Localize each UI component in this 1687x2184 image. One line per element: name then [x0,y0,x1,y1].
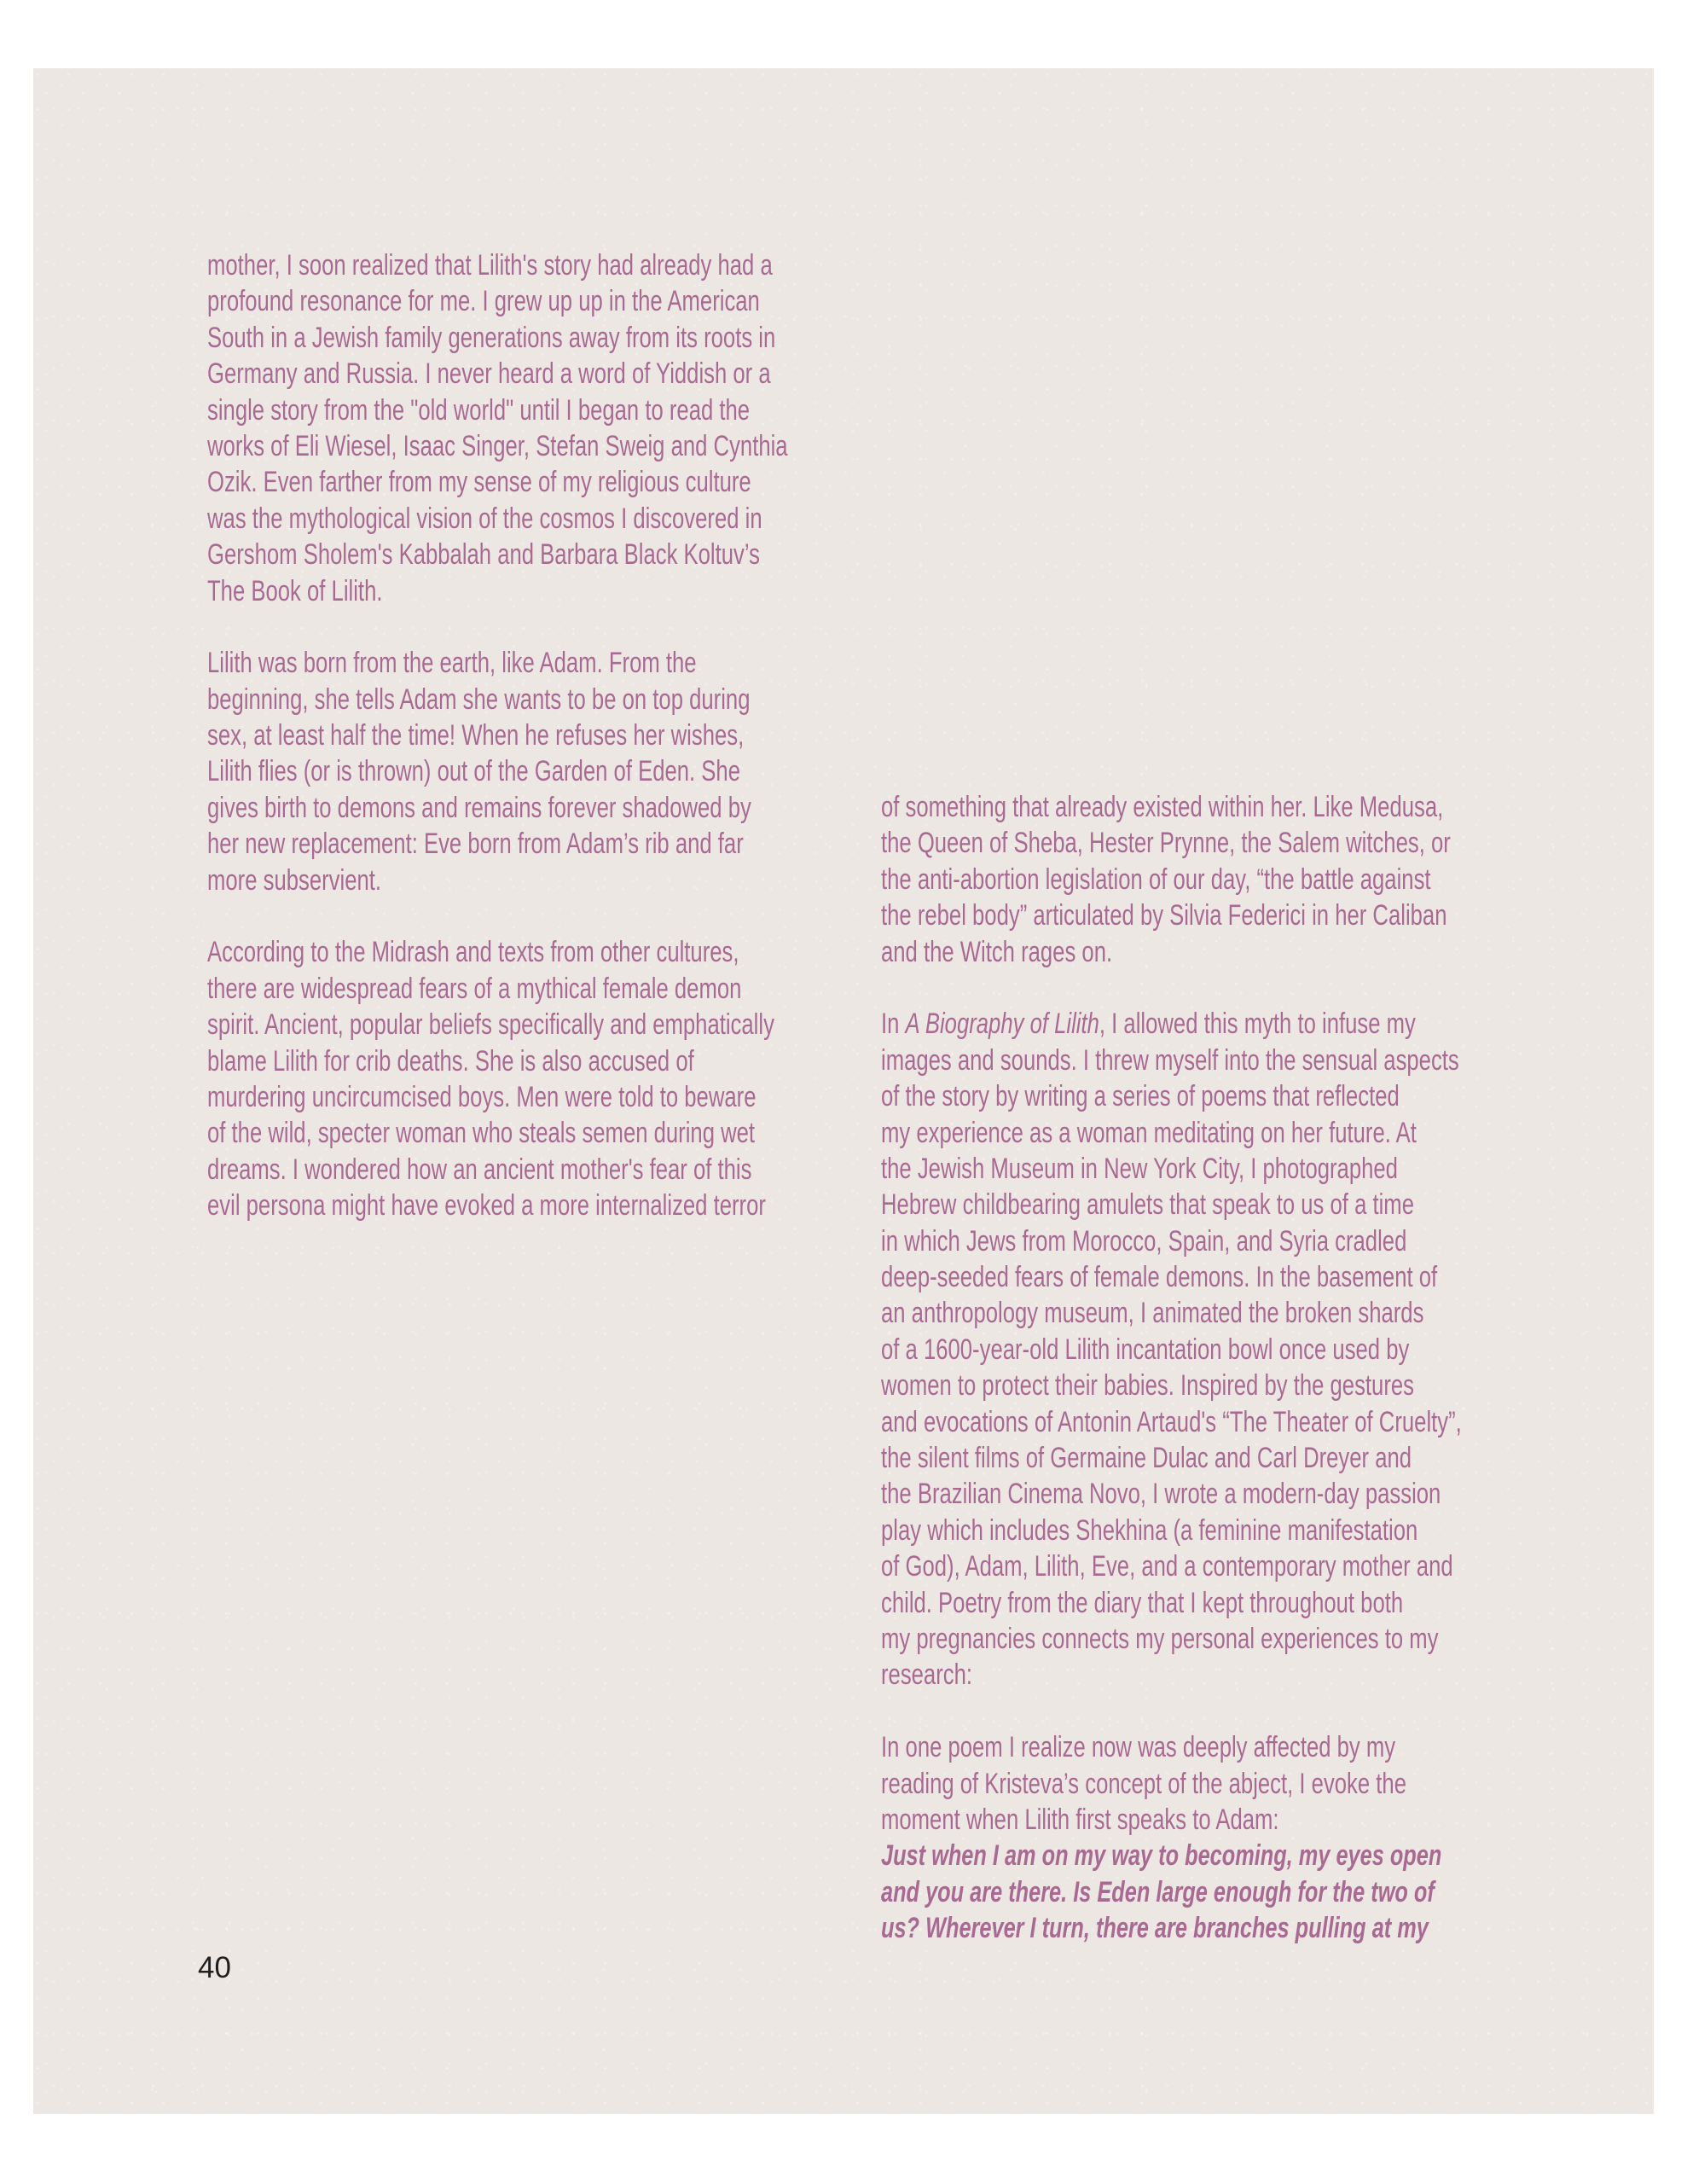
text-line: deep-seeded fears of female demons. In the basement of [881,1261,1438,1294]
text-line: my experience as a woman meditating on her future. At [881,1116,1417,1149]
right-column [881,789,1512,1947]
paragraph-gap [207,898,838,934]
text-line: evil persona might have evoked a more internalized terror [207,1189,766,1223]
text-line: works of Eli Wiesel, Isaac Singer, Stefan Sweig and Cynthia [207,429,788,462]
paragraph-gap [881,1693,1512,1729]
text-line: reading of Kristeva’s concept of the abject, I evoke the [881,1767,1406,1800]
text-line: of the wild, specter woman who steals semen during wet [207,1117,756,1150]
text-line: spirit. Ancient, popular beliefs specifically and emphatically [207,1008,774,1042]
text-line: dreams. I wondered how an ancient mother's fear of this [207,1153,752,1186]
text-line: in which Jews from Morocco, Spain, and Syria cradled [881,1224,1407,1258]
text-line: was the mythological vision of the cosmos I discovered in [207,502,762,535]
page-number: 40 [198,1951,231,1984]
text-line: South in a Jewish family generations away from its roots in [207,321,776,354]
text-line: Gershom Sholem's Kabbalah and Barbara Black Koltuv’s [207,538,760,572]
text-line: single story from the "old world" until I began to read the [207,393,751,427]
text-line: murdering uncircumcised boys. Men were told to beware [207,1080,757,1113]
paragraph-poem-intro [881,1729,1512,1838]
text-run: , I allowed this myth to infuse my [1099,1008,1416,1041]
text-line: more subservient. [207,863,382,897]
text-line: moment when Lilith first speaks to Adam: [881,1803,1279,1836]
text-line: gives birth to demons and remains forever shadowed by [207,791,751,824]
paragraph-medusa [881,789,1512,970]
text-line: there are widespread fears of a mythical female demon [207,972,742,1005]
text-line: the silent films of Germaine Dulac and Carl Dreyer and [881,1442,1412,1475]
text-line: of something that already existed within her. Like Medusa, [881,791,1444,823]
paragraph-biography [881,1006,1512,1693]
text-line: images and sounds. I threw myself into the sensual aspects [881,1043,1459,1077]
page [33,68,1654,2114]
paragraph-midrash [207,934,838,1223]
quote-line: Just when I am on my way to becoming, my eyes open [881,1839,1442,1873]
text-line: research: [881,1658,973,1692]
paragraph-gap [207,609,838,645]
text-line: profound resonance for me. I grew up up in the American [207,285,760,318]
paragraph-gap [881,970,1512,1006]
text-line: beginning, she tells Adam she wants to be on top during [207,682,751,716]
text-line: play which includes Shekhina (a feminine manifestation [881,1513,1418,1547]
text-line: sex, at least half the time! When he refuses her wishes, [207,719,745,752]
paragraph-lilith-origin [207,645,838,898]
text-line [881,1006,1416,1042]
text-line: the rebel body” articulated by Silvia Federici in her Caliban [881,899,1447,932]
text-line: the Brazilian Cinema Novo, I wrote a modern-day passion [881,1478,1441,1511]
text-line: According to the Midrash and texts from other cultures, [207,936,739,969]
text-line: blame Lilith for crib deaths. She is also accused of [207,1044,694,1077]
left-column [207,247,838,1224]
text-line: child. Poetry from the diary that I kept throughout both [881,1586,1404,1619]
quote-line: us? Wherever I turn, there are branches pulling at my [881,1912,1429,1945]
text-line: the anti-abortion legislation of our day, “the battle against [881,863,1431,896]
text-line: In one poem I realize now was deeply affected by my [881,1731,1396,1764]
text-line: an anthropology museum, I animated the broken shards [881,1297,1424,1330]
text-line: of God), Adam, Lilith, Eve, and a contemporary mother and [881,1550,1453,1583]
text-line: of the story by writing a series of poems that reflected [881,1080,1400,1113]
text-line: mother, I soon realized that Lilith's story had already had a [207,249,773,282]
book-title-italic: A Biography of Lilith [905,1008,1099,1041]
text-line: Lilith flies (or is thrown) out of the Garden of Eden. She [207,755,740,788]
text-run: In [881,1008,906,1041]
text-line: and evocations of Antonin Artaud's “The Theater of Cruelty”, [881,1405,1462,1438]
text-line: her new replacement: Eve born from Adam’s rib and far [207,828,744,861]
text-line: the Jewish Museum in New York City, I photographed [881,1152,1398,1185]
poem-quote [881,1838,1512,1946]
text-line: and the Witch rages on. [881,935,1113,968]
quote-line: and you are there. Is Eden large enough for the two of [881,1875,1435,1908]
text-line: the Queen of Sheba, Hester Prynne, the Salem witches, or [881,827,1451,860]
text-line: my pregnancies connects my personal experiences to my [881,1622,1439,1655]
text-line: women to protect their babies. Inspired by the gestures [881,1369,1414,1403]
text-line: The Book of Lilith. [207,574,383,607]
paragraph-childhood [207,247,838,609]
text-line: of a 1600-year-old Lilith incantation bowl once used by [881,1333,1410,1366]
text-line: Lilith was born from the earth, like Adam. From the [207,647,697,680]
text-line: Hebrew childbearing amulets that speak to us of a time [881,1188,1414,1222]
text-line: Germany and Russia. I never heard a word of Yiddish or a [207,357,771,391]
text-line: Ozik. Even farther from my sense of my religious culture [207,466,751,499]
